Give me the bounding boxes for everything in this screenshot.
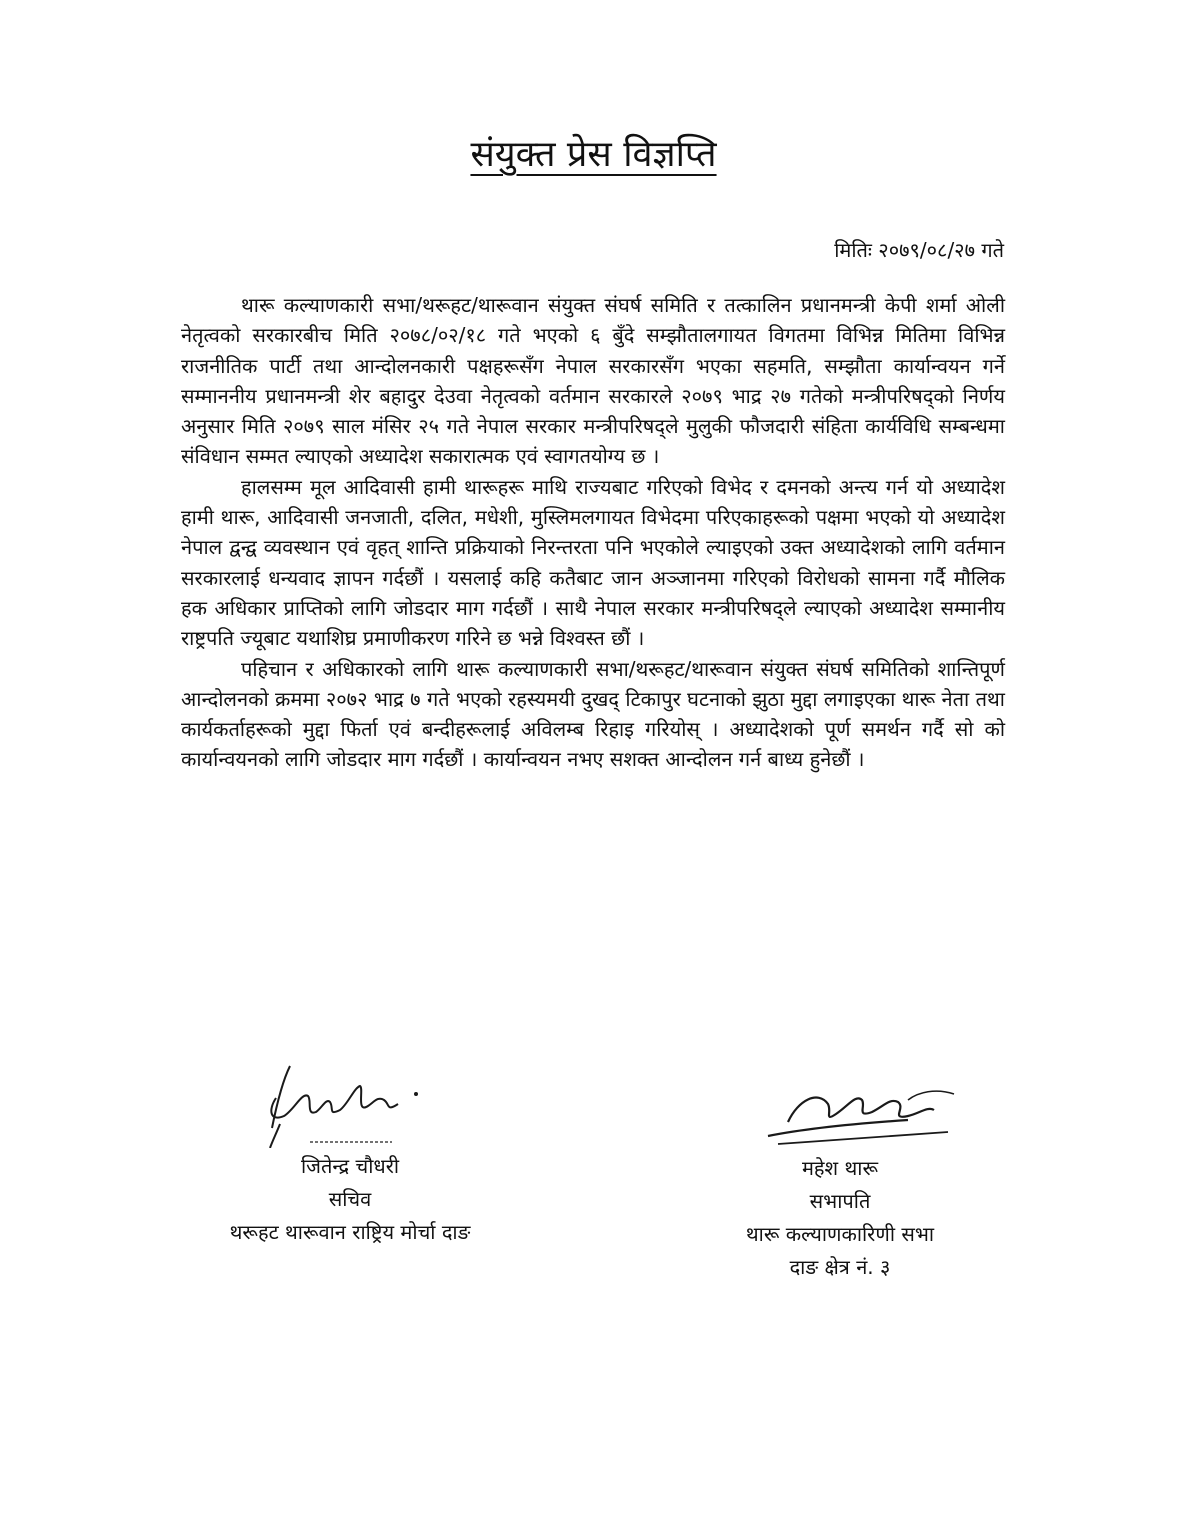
signatory-left bbox=[170, 1150, 530, 1249]
release-date: मितिः २०७९/०८/२७ गते bbox=[834, 238, 1004, 262]
signatory-right-position: सभापति bbox=[809, 1189, 871, 1213]
page-title-wrapper bbox=[0, 128, 1187, 177]
paragraph-2: हालसम्म मूल आदिवासी हामी थारूहरू माथि राज्यबाट गरिएको विभेद र दमनको अन्त्य गर्न यो अध्यादेश हामी थारू, आदिवासी जनजाती, दलित, मधेशी, मुस्लिमलगायत विभेदमा परिएकाहरूको पक्षमा भएको यो अध्यादेश नेपाल द्वन्द्व व्यवस्थान एवं वृहत् शान्ति प्रक्रियाको निरन्तरता पनि भएकोले ल्याइएको उक्त अध्यादेशको लागि वर्तमान सरकारलाई धन्यवाद ज्ञापन गर्दछौं । यसलाई कहि कतैबाट जान अञ्जानमा गरिएको विरोधको सामना गर्दै मौलिक हक अधिकार प्राप्तिको लागि जोडदार माग गर्दछौं । साथै नेपाल सरकार मन्त्रीपरिषद्ले ल्याएको अध्यादेश सम्मानीय राष्ट्रपति ज्यूबाट यथाशिघ्र प्रमाणीकरण गरिने छ भन्ने विश्वस्त छौं । bbox=[181, 474, 1005, 651]
page-title: संयुक्त प्रेस विज्ञप्ति bbox=[470, 134, 717, 175]
signature-right-image bbox=[758, 1070, 958, 1150]
signatory-left-organization: थरूहट थारूवान राष्ट्रिय मोर्चा दाङ bbox=[229, 1220, 471, 1244]
paragraph-3: पहिचान र अधिकारको लागि थारू कल्याणकारी सभा/थरूहट/थारूवान संयुक्त संघर्ष समितिको शान्तिपूर्ण आन्दोलनको क्रममा २०७२ भाद्र ७ गते भएको रहस्यमयी दुखद् टिकापुर घटनाको झुठा मुद्दा लगाइएका थारू नेता तथा कार्यकर्ताहरूको मुद्दा फिर्ता एवं बन्दीहरूलाई अविलम्ब रिहाइ गरियोस् । अध्यादेशको पूर्ण समर्थन गर्दै सो को कार्यान्वयनको लागि जोडदार माग गर्दछौं । कार्यान्वयन नभए सशक्त आन्दोलन गर्न बाध्य हुनेछौं । bbox=[181, 656, 1005, 772]
signatory-right-area: दाङ क्षेत्र नं. ३ bbox=[789, 1255, 891, 1279]
signature-left-image bbox=[250, 1058, 440, 1148]
release-body bbox=[181, 290, 1005, 775]
signatory-right bbox=[660, 1152, 1020, 1284]
signatory-right-organization: थारू कल्याणकारिणी सभा bbox=[745, 1222, 935, 1246]
signatory-left-position: सचिव bbox=[328, 1187, 372, 1211]
signatory-left-name: जितेन्द्र चौधरी bbox=[300, 1154, 400, 1178]
signatory-right-name: महेश थारू bbox=[801, 1156, 879, 1180]
paragraph-1: थारू कल्याणकारी सभा/थरूहट/थारूवान संयुक्त संघर्ष समिति र तत्कालिन प्रधानमन्त्री केपी शर्मा ओली नेतृत्वको सरकारबीच मिति २०७८/०२/१८ गते भएको ६ बुँदे सम्झौतालगायत विगतमा विभिन्न मितिमा विभिन्न राजनीतिक पार्टी तथा आन्दोलनकारी पक्षहरूसँग नेपाल सरकारसँग भएका सहमति, सम्झौता कार्यान्वयन गर्ने सम्माननीय प्रधानमन्त्री शेर बहादुर देउवा नेतृत्वको वर्तमान सरकारले २०७९ भाद्र २७ गतेको मन्त्रीपरिषद्को निर्णय अनुसार मिति २०७९ साल मंसिर २५ गते नेपाल सरकार मन्त्रीपरिषद्ले मुलुकी फौजदारी संहिता कार्यविधि सम्बन्धमा संविधान सम्मत ल्याएको अध्यादेश सकारात्मक एवं स्वागतयोग्य छ । bbox=[181, 293, 1005, 469]
